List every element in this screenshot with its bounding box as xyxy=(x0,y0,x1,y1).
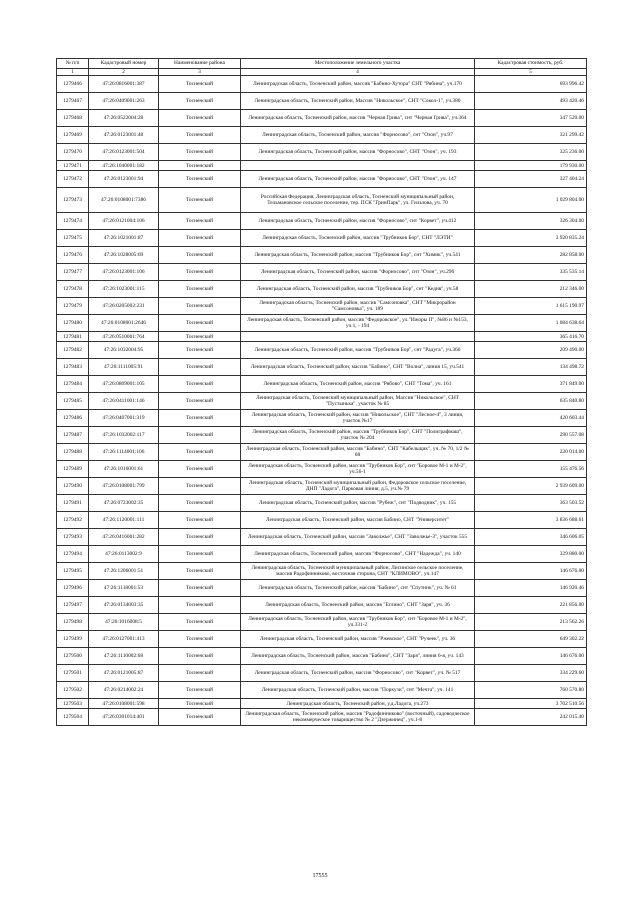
district-name: Тосненский xyxy=(159,315,241,332)
row-number: 1279493 xyxy=(57,529,89,546)
cadastral-number: 47:26:1032004:95 xyxy=(89,342,159,359)
district-name: Тосненский xyxy=(159,93,241,110)
header-location: Местоположение земельного участка xyxy=(241,59,475,69)
row-number: 1279476 xyxy=(57,247,89,264)
row-number: 1279477 xyxy=(57,264,89,281)
table-row xyxy=(57,298,587,315)
cadastral-value: 329 880.00 xyxy=(475,546,587,563)
cadastral-value: 371 849.00 xyxy=(475,376,587,393)
cadastral-value: 335 535.14 xyxy=(475,264,587,281)
district-name: Тосненский xyxy=(159,699,241,709)
table-row xyxy=(57,665,587,682)
cadastral-number: 47:26:1114001:106 xyxy=(89,444,159,461)
district-name: Тосненский xyxy=(159,230,241,247)
table-row xyxy=(57,110,587,127)
cadastral-value: 635 840.80 xyxy=(475,393,587,410)
district-name: Тосненский xyxy=(159,665,241,682)
cadastral-value: 290 557.08 xyxy=(475,427,587,444)
cadastral-number: 47:26:0816001:387 xyxy=(89,76,159,93)
table-row xyxy=(57,213,587,230)
location-address: Ленинградская область, Тосненский муниципальный район, Лисинское сельское поселение, массив Радофинниково, восточная сторона, СНТ "КЛИМОВО", уч.147 xyxy=(241,563,475,580)
row-number: 1279499 xyxy=(57,631,89,648)
district-name: Тосненский xyxy=(159,298,241,315)
cadastral-number: 47:26:1206001:51 xyxy=(89,563,159,580)
cadastral-number: 47:26:0809001:105 xyxy=(89,376,159,393)
row-number: 1279470 xyxy=(57,144,89,161)
cadastral-number: 47:26:0522004:28 xyxy=(89,110,159,127)
table-row xyxy=(57,512,587,529)
location-address xyxy=(241,332,475,342)
row-number: 1279478 xyxy=(57,281,89,298)
row-number: 1279466 xyxy=(57,76,89,93)
cadastral-value: 209 490.00 xyxy=(475,342,587,359)
row-number: 1279483 xyxy=(57,359,89,376)
location-address: Ленинградская область, Тосненский район, массив "Трубников Бор", СНТ "ЛЭТИ" xyxy=(241,230,475,247)
row-number: 1279500 xyxy=(57,648,89,665)
location-address: Ленинградская область, Тосненский район, массив "Рябово", СНТ "Тома", уч. 161 xyxy=(241,376,475,393)
cadastral-number: 47:26:0108001:799 xyxy=(89,478,159,495)
table-row xyxy=(57,427,587,444)
location-address: Ленинградская область, Тосненский район, массив "Радофинниково" (восточный), садоводческое некоммерческое товарищество № 2 "Дзержинец", уч.1-8 xyxy=(241,709,475,726)
row-number: 1279475 xyxy=(57,230,89,247)
district-name: Тосненский xyxy=(159,563,241,580)
location-address: Российская Федерация, Ленинградская область, Тосненский муниципальный район, Тельмановское сельское поселение, тер. ПСК "ГринПарк", ул. Гильзова, уч. 70 xyxy=(241,188,475,213)
table-row xyxy=(57,281,587,298)
header-cadastral-value: Кадастровая стоимость, руб. xyxy=(475,59,587,69)
district-name: Тосненский xyxy=(159,332,241,342)
location-address: Ленинградская область, Тосненский район, массив "Форносово", СНТ "Озон", уч. 193 xyxy=(241,144,475,161)
column-number: 2 xyxy=(89,69,159,76)
cadastral-number: 47:26:0407001:319 xyxy=(89,410,159,427)
table-row xyxy=(57,359,587,376)
table-row xyxy=(57,631,587,648)
district-name: Тосненский xyxy=(159,614,241,631)
location-address: Ленинградская область, Тосненский район, массив "Федоровское", ул."Ижоры II", №86 и №153, уч.1, - 194 xyxy=(241,315,475,332)
table-row xyxy=(57,444,587,461)
cadastral-number: 47:26:0301014:401 xyxy=(89,709,159,726)
district-name: Тосненский xyxy=(159,213,241,230)
cadastral-value: 363 503.52 xyxy=(475,495,587,512)
cadastral-number: 47:26:1118001:53 xyxy=(89,580,159,597)
cadastral-number: 47:26:1120001:111 xyxy=(89,512,159,529)
cadastral-value: 282 858.00 xyxy=(475,247,587,264)
location-address: Ленинградская область, Тосненский район, массив "Ржевское", СНТ "Ручеек", уч. 36 xyxy=(241,631,475,648)
cadastral-value: 220 014.00 xyxy=(475,444,587,461)
cadastral-value: 493 420.46 xyxy=(475,93,587,110)
district-name: Тосненский xyxy=(159,410,241,427)
row-number: 1279485 xyxy=(57,393,89,410)
row-number: 1279501 xyxy=(57,665,89,682)
cadastral-value: 760 570.80 xyxy=(475,682,587,699)
cadastral-value: 365 416.70 xyxy=(475,332,587,342)
page-number: 17555 xyxy=(312,873,328,879)
row-number: 1279474 xyxy=(57,213,89,230)
location-address: Ленинградская область, Тосненский район, массив "Рубеж", снт "Подводник", уч. 155 xyxy=(241,495,475,512)
cadastral-number: 47:26:0123001:48 xyxy=(89,127,159,144)
table-row xyxy=(57,76,587,93)
district-name: Тосненский xyxy=(159,376,241,393)
row-number: 1279504 xyxy=(57,709,89,726)
location-address: Ленинградская область, Тосненский район, массив "Форносово", снт "Озон", уч.296 xyxy=(241,264,475,281)
header-number: № п/п xyxy=(57,59,89,69)
location-address: Ленинградская область, Тосненский район, массив "Заволжье", СНТ "Заволжье-3", участок 555 xyxy=(241,529,475,546)
location-address: Ленинградская область, Тосненский район, массив Бабино, СНТ "Университет" xyxy=(241,512,475,529)
district-name: Тосненский xyxy=(159,580,241,597)
cadastral-number: 47:26:1110002:68 xyxy=(89,648,159,665)
table-row xyxy=(57,161,587,171)
cadastral-number: 47:26:0510001:764 xyxy=(89,332,159,342)
district-name: Тосненский xyxy=(159,393,241,410)
location-address: Ленинградская область, Тосненский район, массив "Самсоновка", СНТ "Микрорайон "Самсоновка", уч. 189 xyxy=(241,298,475,315)
cadastral-value: 334 229.60 xyxy=(475,665,587,682)
district-name: Тосненский xyxy=(159,529,241,546)
district-name: Тосненский xyxy=(159,461,241,478)
location-address: Ленинградская область, Тосненский район, массив "Бабино-Хутора" СНТ "Рябина", уч.170 xyxy=(241,76,475,93)
district-name: Тосненский xyxy=(159,264,241,281)
row-number: 1279488 xyxy=(57,444,89,461)
row-number: 1279494 xyxy=(57,546,89,563)
row-number: 1279495 xyxy=(57,563,89,580)
cadastral-number: 47:26:0205002:231 xyxy=(89,298,159,315)
location-address: Ленинградская область, Тосненский район, массив "Трубников Бор", СНТ "Полиграфмаш", участок № 204 xyxy=(241,427,475,444)
location-address: Ленинградская область, Тосненский район, массив "Форносово", СНТ "Озон", уч. 147 xyxy=(241,171,475,188)
table-header-row xyxy=(57,59,587,69)
location-address: Ленинградская область, Тосненский район, массив "Форносово", снт "Корвет", уч. № 517 xyxy=(241,665,475,682)
cadastral-number: 47:26:1023001:115 xyxy=(89,281,159,298)
cadastral-value: 327 404.24 xyxy=(475,171,587,188)
cadastral-value: 134 498.72 xyxy=(475,359,587,376)
district-name: Тосненский xyxy=(159,161,241,171)
table-row xyxy=(57,614,587,631)
table-body xyxy=(57,76,587,726)
cadastral-value: 325 236.00 xyxy=(475,144,587,161)
table-row xyxy=(57,127,587,144)
cadastral-number: 47:26:0108001:2646 xyxy=(89,315,159,332)
row-number: 1279503 xyxy=(57,699,89,709)
location-address: Ленинградская область, Тосненский район, массив "Трубников Бор", снт "Боровое М-1 и М-2", уч.331-2 xyxy=(241,614,475,631)
cadastral-value: 346 606.05 xyxy=(475,529,587,546)
cadastral-number: 47:26:0723002:35 xyxy=(89,495,159,512)
location-address: Ленинградская область, Тосненский район, массив "Форносово", снт "Корвет", уч.412 xyxy=(241,213,475,230)
cadastral-number: 47:26:0123001:106 xyxy=(89,264,159,281)
row-number: 1279498 xyxy=(57,614,89,631)
table-row xyxy=(57,546,587,563)
cadastral-number: 47:26:1028005:69 xyxy=(89,247,159,264)
district-name: Тосненский xyxy=(159,342,241,359)
cadastral-value: 179 930.00 xyxy=(475,161,587,171)
district-name: Тосненский xyxy=(159,546,241,563)
row-number: 1279489 xyxy=(57,461,89,478)
district-name: Тосненский xyxy=(159,495,241,512)
row-number: 1279502 xyxy=(57,682,89,699)
table-row xyxy=(57,478,587,495)
district-name: Тосненский xyxy=(159,188,241,213)
row-number: 1279482 xyxy=(57,342,89,359)
row-number: 1279480 xyxy=(57,315,89,332)
cadastral-number: 47:26:1032002:117 xyxy=(89,427,159,444)
table-row xyxy=(57,247,587,264)
cadastral-number: 47:26:0134003:35 xyxy=(89,597,159,614)
district-name: Тосненский xyxy=(159,709,241,726)
district-name: Тосненский xyxy=(159,648,241,665)
header-cadastral-number: Кадастровый номер xyxy=(89,59,159,69)
table-row xyxy=(57,699,587,709)
table-row xyxy=(57,648,587,665)
cadastral-value: 420 603.44 xyxy=(475,410,587,427)
cadastral-value: 3 920 835.24 xyxy=(475,230,587,247)
cadastral-value: 146 920.46 xyxy=(475,580,587,597)
district-name: Тосненский xyxy=(159,127,241,144)
table-row xyxy=(57,188,587,213)
district-name: Тосненский xyxy=(159,597,241,614)
location-address: Ленинградская область, Тосненский район, массив "Поркузи", снт "Мечта", уч. 141 xyxy=(241,682,475,699)
table-row xyxy=(57,580,587,597)
location-address: Ленинградская область, Тосненский район, массив "Трубников Бор", снт "Кедив", уч.58 xyxy=(241,281,475,298)
row-number: 1279492 xyxy=(57,512,89,529)
table-row xyxy=(57,597,587,614)
district-name: Тосненский xyxy=(159,631,241,648)
cadastral-value: 693 996.42 xyxy=(475,76,587,93)
row-number: 1279486 xyxy=(57,410,89,427)
cadastral-number: 47:26:1016008:5 xyxy=(89,614,159,631)
cadastral-number: 47:26:0214002:24 xyxy=(89,682,159,699)
cadastral-value: 3 836 688.61 xyxy=(475,512,587,529)
district-name: Тосненский xyxy=(159,171,241,188)
cadastral-value: 3 702 510.56 xyxy=(475,699,587,709)
row-number: 1279473 xyxy=(57,188,89,213)
row-number: 1279471 xyxy=(57,161,89,171)
location-address: Ленинградская область, Тосненский район, массив "Черная Грива", снт "Черная Грива", уч.364 xyxy=(241,110,475,127)
cadastral-number: 47:26:1021001:87 xyxy=(89,230,159,247)
location-address xyxy=(241,161,475,171)
cadastral-value: 221 856.00 xyxy=(475,597,587,614)
table-row xyxy=(57,264,587,281)
column-number: 1 xyxy=(57,69,89,76)
location-address: Ленинградская область, Тосненский район, массив "Еглино", СНТ "Заря", уч. 36 xyxy=(241,597,475,614)
cadastral-number: 47:26:0411001:146 xyxy=(89,393,159,410)
header-district: Наименование района xyxy=(159,59,241,69)
cadastral-number: 47:26:0123001:504 xyxy=(89,144,159,161)
cadastral-value: 649 302.22 xyxy=(475,631,587,648)
cadastral-value: 213 562.26 xyxy=(475,614,587,631)
row-number: 1279484 xyxy=(57,376,89,393)
district-name: Тосненский xyxy=(159,512,241,529)
table-row xyxy=(57,144,587,161)
district-name: Тосненский xyxy=(159,444,241,461)
table-row xyxy=(57,230,587,247)
location-address: Ленинградская область, Тосненский район, массив "Бабино", СНТ "Заря", линия 6-я, уч. 143 xyxy=(241,648,475,665)
cadastral-number: 47:26:0409001:263 xyxy=(89,93,159,110)
row-number: 1279468 xyxy=(57,110,89,127)
table-row xyxy=(57,93,587,110)
cadastral-number: 47:26:1016001:61 xyxy=(89,461,159,478)
table-row xyxy=(57,495,587,512)
row-number: 1279497 xyxy=(57,597,89,614)
cadastral-value: 155 476.56 xyxy=(475,461,587,478)
district-name: Тосненский xyxy=(159,76,241,93)
table-row xyxy=(57,376,587,393)
cadastral-number: 47:26:0113002:9 xyxy=(89,546,159,563)
cadastral-number: 47:26:0121005:87 xyxy=(89,665,159,682)
document-page xyxy=(56,58,586,726)
column-number: 3 xyxy=(159,69,241,76)
table-row xyxy=(57,563,587,580)
location-address: Ленинградская область, Тосненский район, массив "Бабино", снт "Спутник", уч. № 61 xyxy=(241,580,475,597)
cadastral-number: 47:26:0121004:106 xyxy=(89,213,159,230)
cadastral-value: 212 346.00 xyxy=(475,281,587,298)
row-number: 1279479 xyxy=(57,298,89,315)
location-address: Ленинградская область, Тосненский муниципальный район, Федоровское сельское поселение, ДНП "Ладога", Парковая линия, д.5, уч.№ 79 xyxy=(241,478,475,495)
location-address: Ленинградская область, Тосненский район, массив "Бабино", СНТ "Кабельщик", уч. № 70, 1/2 № 68 xyxy=(241,444,475,461)
cadastral-value: 1 029 804.00 xyxy=(475,188,587,213)
cadastral-value: 146 676.00 xyxy=(475,648,587,665)
row-number: 1279491 xyxy=(57,495,89,512)
table-row xyxy=(57,461,587,478)
district-name: Тосненский xyxy=(159,427,241,444)
table-row xyxy=(57,315,587,332)
location-address: Ленинградская область, Тосненский район, массив "Трубников Бор", снт "Радуга", уч.360 xyxy=(241,342,475,359)
cadastral-value: 321 299.42 xyxy=(475,127,587,144)
location-address: Ленинградская область, Тосненский район, у.д.Ладога, уч.273 xyxy=(241,699,475,709)
district-name: Тосненский xyxy=(159,682,241,699)
cadastral-value-table xyxy=(56,58,587,726)
district-name: Тосненский xyxy=(159,359,241,376)
cadastral-value: 1 084 638.64 xyxy=(475,315,587,332)
column-number: 4 xyxy=(241,69,475,76)
row-number: 1279469 xyxy=(57,127,89,144)
district-name: Тосненский xyxy=(159,281,241,298)
table-row xyxy=(57,332,587,342)
cadastral-number: 47:26:0108001:7386 xyxy=(89,188,159,213)
row-number: 1279467 xyxy=(57,93,89,110)
row-number: 1279481 xyxy=(57,332,89,342)
district-name: Тосненский xyxy=(159,478,241,495)
location-address: Ленинградская область, Тосненский район, Массив "Никольское", СНТ "Сокол-1", уч.380 xyxy=(241,93,475,110)
cadastral-number: 47:26:0127001:413 xyxy=(89,631,159,648)
location-address: Ленинградская область, Тосненский район, массив "Форносово", снт "Озон", уч.97 xyxy=(241,127,475,144)
cadastral-value: 242 015.40 xyxy=(475,709,587,726)
cadastral-number: 47:26:1111005:91 xyxy=(89,359,159,376)
column-number-row xyxy=(57,69,587,76)
location-address: Ленинградская область, Тосненский район, массив "Бабино", СНТ "Волна", линия 15, уч.541 xyxy=(241,359,475,376)
row-number: 1279487 xyxy=(57,427,89,444)
table-row xyxy=(57,171,587,188)
table-row xyxy=(57,410,587,427)
cadastral-value: 2 939 609.00 xyxy=(475,478,587,495)
table-row xyxy=(57,529,587,546)
location-address: Ленинградская область, Тосненский район, массив "Форносово", СНТ "Надежда", уч. 140 xyxy=(241,546,475,563)
location-address: Ленинградская область, Тосненский район, массив "Никольское", СНТ "Лесное-4", 3 линия, участок №17 xyxy=(241,410,475,427)
cadastral-value: 347 520.00 xyxy=(475,110,587,127)
row-number: 1279490 xyxy=(57,478,89,495)
table-row xyxy=(57,709,587,726)
location-address: Ленинградская область, Тосненский район, массив "Трубников Бор", снт "Боровое М-1 и М-2", уч.56-1 xyxy=(241,461,475,478)
cadastral-value: 326 304.00 xyxy=(475,213,587,230)
cadastral-number: 47:26:1040001:182 xyxy=(89,161,159,171)
cadastral-number: 47:26:0416001:282 xyxy=(89,529,159,546)
table-row xyxy=(57,682,587,699)
table-row xyxy=(57,342,587,359)
cadastral-number: 47:26:0123001:94 xyxy=(89,171,159,188)
district-name: Тосненский xyxy=(159,247,241,264)
district-name: Тосненский xyxy=(159,110,241,127)
column-number: 5 xyxy=(475,69,587,76)
district-name: Тосненский xyxy=(159,144,241,161)
location-address: Ленинградская область, Тосненский район, массив "Трубников Бор", снт "Химик", уч.541 xyxy=(241,247,475,264)
row-number: 1279496 xyxy=(57,580,89,597)
cadastral-value: 1 615 190.97 xyxy=(475,298,587,315)
location-address: Ленинградская область, Тосненский муниципальный район, Массив "Никольское", СНТ "Пустынька", участок № 85 xyxy=(241,393,475,410)
table-row xyxy=(57,393,587,410)
row-number: 1279472 xyxy=(57,171,89,188)
cadastral-number: 47:26:0108001:598 xyxy=(89,699,159,709)
cadastral-value: 146 676.00 xyxy=(475,563,587,580)
